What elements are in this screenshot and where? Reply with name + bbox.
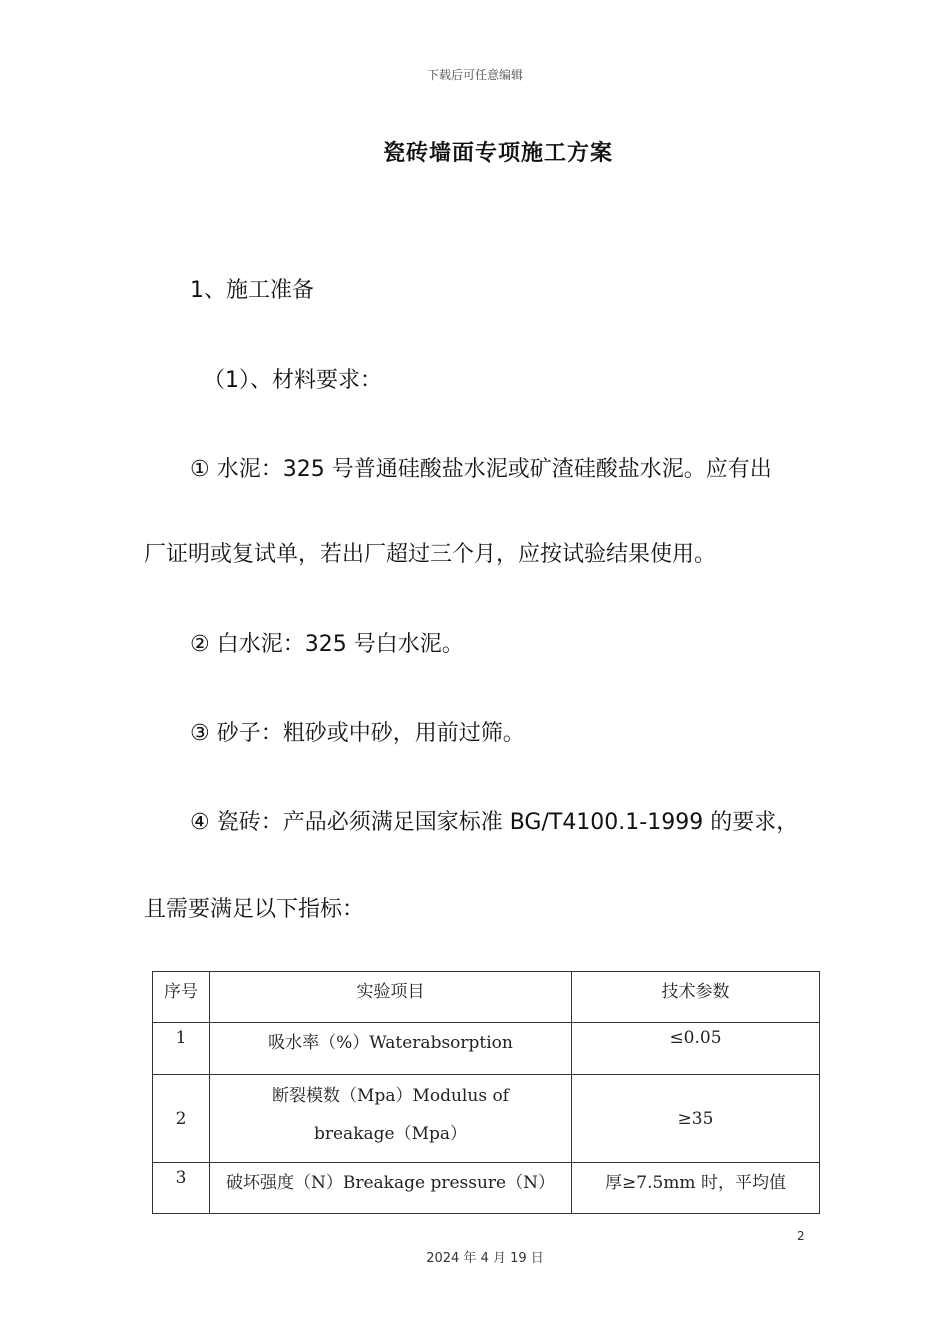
header-cell-item: 实验项目	[210, 972, 572, 1023]
cell-item-line2: breakage（Mpa）	[313, 1124, 467, 1144]
paragraph-cement-line1: ① 水泥：325 号普通硅酸盐水泥或矿渣硅酸盐水泥。应有出	[190, 457, 772, 482]
spec-table	[152, 971, 820, 1214]
paragraph-tile-line1: ④ 瓷砖：产品必须满足国家标准 BG/T4100.1-1999 的要求，	[190, 810, 799, 835]
cell-item	[210, 1075, 572, 1163]
cell-item-line1: 断裂模数（Mpa）Modulus of	[272, 1086, 509, 1106]
cell-no: 1	[153, 1023, 210, 1075]
footer-date: 2024 年 4 月 19 日	[426, 1251, 544, 1266]
page-number: 2	[797, 1229, 805, 1243]
document-title: 瓷砖墙面专项施工方案	[382, 141, 613, 166]
subsection-heading: （1）、材料要求：	[203, 368, 382, 393]
paragraph-tile-line2: 且需要满足以下指标：	[144, 897, 365, 922]
cell-no: 2	[153, 1075, 210, 1163]
cell-param: 厚≥7.5mm 时，平均值	[572, 1163, 820, 1214]
paragraph-white-cement: ② 白水泥：325 号白水泥。	[190, 632, 464, 657]
cell-no: 3	[153, 1163, 210, 1214]
section-heading: 1、施工准备	[190, 278, 314, 303]
table-row	[153, 1023, 820, 1075]
paragraph-cement-line2: 厂证明或复试单，若出厂超过三个月，应按试验结果使用。	[144, 542, 717, 567]
header-cell-param: 技术参数	[572, 972, 820, 1023]
cell-item: 破坏强度（N）Breakage pressure（N）	[210, 1163, 572, 1214]
table-row	[153, 1075, 820, 1163]
table-row	[153, 1163, 820, 1214]
table-header-row	[153, 972, 820, 1023]
paragraph-sand: ③ 砂子：粗砂或中砂，用前过筛。	[190, 721, 525, 746]
cell-param: ≥35	[572, 1075, 820, 1163]
cell-item: 吸水率（%）Waterabsorption	[210, 1023, 572, 1075]
header-cell-no: 序号	[153, 972, 210, 1023]
cell-param: ≤0.05	[572, 1023, 820, 1075]
page-header: 下载后可任意编辑	[426, 68, 523, 82]
